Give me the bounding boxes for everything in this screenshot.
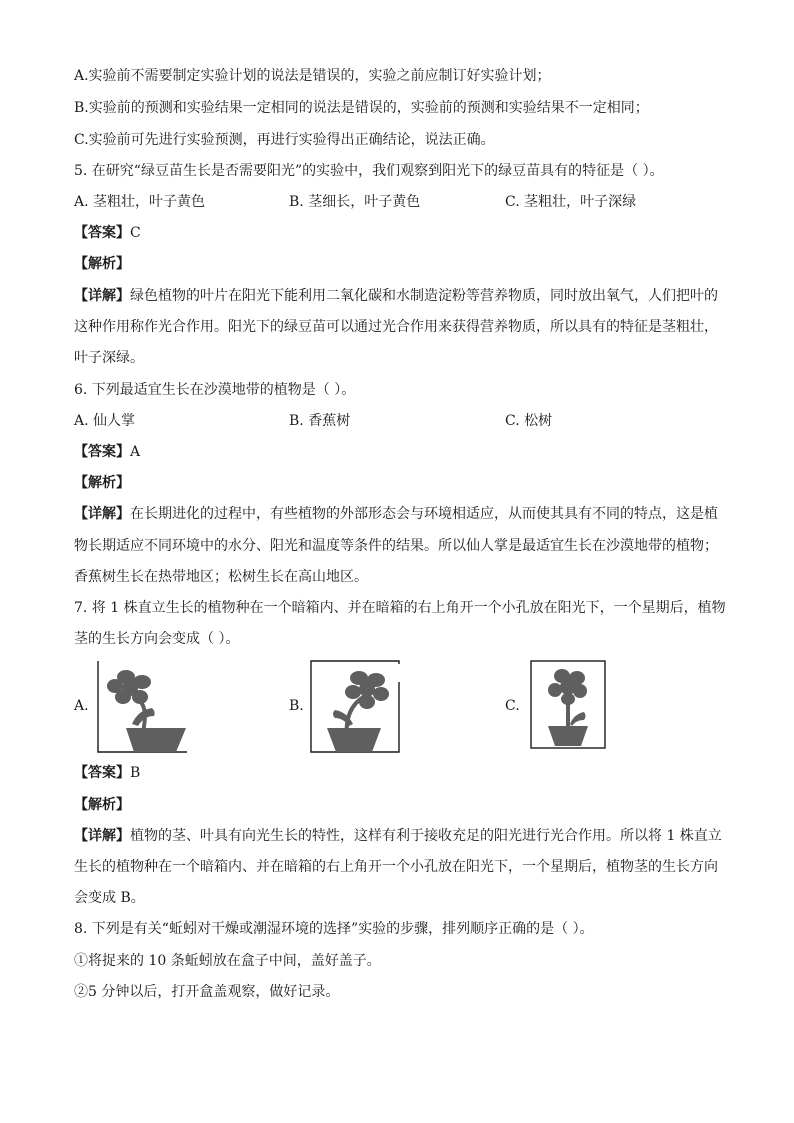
q6-answer: A: [130, 444, 141, 460]
analysis-tag: 【解析】: [74, 475, 130, 491]
q6-option-a: A. 仙人掌: [74, 413, 136, 429]
flower-icon: [107, 670, 151, 704]
q6-detail-line-2: 物长期适应不同环境中的水分、阳光和温度等条件的结果。所以仙人掌是最适宜生长在沙漠地带的植物；: [74, 538, 718, 554]
pot-icon: [327, 728, 381, 752]
q5-option-b: B. 茎细长，叶子黄色: [289, 194, 421, 210]
q5-answer-line: [74, 223, 734, 243]
q6-detail-line-1: [74, 504, 734, 524]
q7-question-line-2: 茎的生长方向会变成（ ）。: [74, 631, 240, 647]
answer-tag: 【答案】: [74, 444, 130, 460]
detail-tag: 【详解】: [74, 506, 130, 522]
answer-tag: 【答案】: [74, 765, 130, 781]
q6-option-c: C. 松树: [505, 413, 553, 429]
q7-figure-label-a: A.: [74, 698, 89, 714]
q7-detail-text-1: 植物的茎、叶具有向光生长的特性，这样有利于接收充足的阳光进行光合作用。所以将 1 株直立: [130, 828, 722, 844]
q6-question: 6. 下列最适宜生长在沙漠地带的植物是（ ）。: [74, 382, 356, 398]
q5-question: 5. 在研究“绿豆苗生长是否需要阳光”的实验中，我们观察到阳光下的绿豆苗具有的特征是（ ）。: [74, 163, 664, 179]
q7-figure-label-c: C.: [505, 698, 520, 714]
q6-detail-line-3: 香蕉树生长在热带地区；松树生长在高山地区。: [74, 569, 368, 585]
q5-option-c: C. 茎粗壮，叶子深绿: [505, 194, 637, 210]
q5-detail-line-2: 这种作用称作光合作用。阳光下的绿豆苗可以通过光合作用来获得营养物质，所以具有的特征是茎粗壮，: [74, 319, 718, 335]
q4-analysis-c: C.实验前可先进行实验预测，再进行实验得出正确结论，说法正确。: [74, 132, 495, 148]
q7-figure-c-plant-box: [530, 660, 606, 750]
q7-answer: B: [130, 765, 141, 781]
q4-analysis-b: B.实验前的预测和实验结果一定相同的说法是错误的，实验前的预测和实验结果不一定相同；: [74, 100, 649, 116]
q8-step-2: ②5 分钟以后，打开盒盖观察，做好记录。: [74, 984, 340, 1000]
answer-tag: 【答案】: [74, 225, 130, 241]
q7-figure-a-plant-box: [96, 660, 188, 754]
q7-detail-line-1: [74, 826, 734, 846]
q8-step-1: ①将捉来的 10 条蚯蚓放在盒子中间，盖好盖子。: [74, 953, 381, 969]
q8-question: 8. 下列是有关“蚯蚓对干燥或潮湿环境的选择”实验的步骤，排列顺序正确的是（ ）。: [74, 921, 594, 937]
q6-analysis-tag: [74, 473, 734, 493]
q7-answer-line: [74, 763, 734, 783]
q6-option-b: B. 香蕉树: [289, 413, 351, 429]
q5-analysis-tag: [74, 254, 734, 274]
q7-detail-line-2: 生长的植物种在一个暗箱内、并在暗箱的右上角开一个小孔放在阳光下，一个星期后，植物茎的生长方向: [74, 859, 718, 875]
q7-figure-b-plant-box: [309, 660, 401, 754]
flower-icon: [548, 669, 587, 705]
detail-tag: 【详解】: [74, 828, 130, 844]
q5-option-a: A. 茎粗壮，叶子黄色: [74, 194, 206, 210]
q6-answer-line: [74, 442, 734, 462]
q7-analysis-tag: [74, 795, 734, 815]
leaf-icon: [570, 712, 586, 726]
q4-analysis-a: A.实验前不需要制定实验计划的说法是错误的，实验之前应制订好实验计划；: [74, 68, 551, 84]
pot-icon: [126, 728, 186, 752]
q5-detail-text-1: 绿色植物的叶片在阳光下能利用二氧化碳和水制造淀粉等营养物质，同时放出氧气，人们把叶的: [130, 288, 718, 304]
flower-icon: [345, 671, 389, 709]
q7-detail-line-3: 会变成 B。: [74, 890, 145, 906]
q5-answer: C: [130, 225, 141, 241]
q7-figure-label-b: B.: [289, 698, 304, 714]
q5-detail-line-3: 叶子深绿。: [74, 350, 144, 366]
q6-detail-text-1: 在长期进化的过程中，有些植物的外部形态会与环境相适应，从而使其具有不同的特点，这是植: [130, 506, 718, 522]
analysis-tag: 【解析】: [74, 797, 130, 813]
q7-question-line-1: 7. 将 1 株直立生长的植物种在一个暗箱内、并在暗箱的右上角开一个小孔放在阳光下，一个星期后，植物: [74, 600, 726, 616]
detail-tag: 【详解】: [74, 288, 130, 304]
analysis-tag: 【解析】: [74, 256, 130, 272]
q5-detail-line-1: [74, 286, 734, 306]
pot-icon: [548, 726, 588, 746]
